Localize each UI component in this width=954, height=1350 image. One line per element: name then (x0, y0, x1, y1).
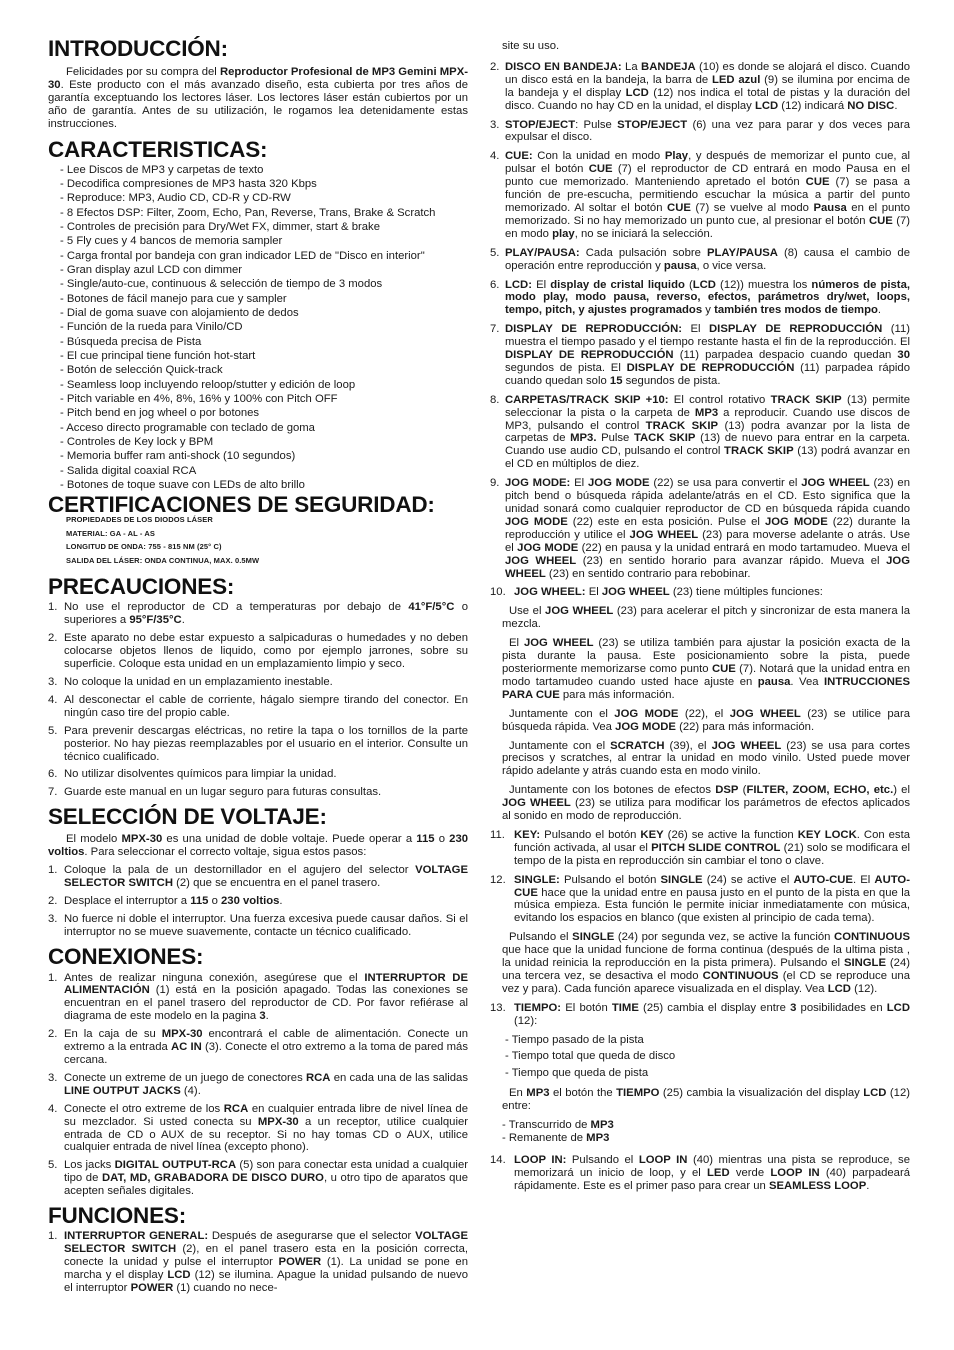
cert-line: SALIDA DEL LÁSER: ONDA CONTINUA, MAX. 0.5MW (66, 555, 260, 565)
list-item: 1. INTERRUPTOR GENERAL: Después de asegurarse que el selector VOLTAGE SELECTOR SWITCH (2), en el panel trasero esta en la posición correcta, conecte la unidad y pulse el interruptor POWER (1). La unidad se pone en marcha y el display LCD (12) se ilumina. Apague la unidad pulsando de nuevo el interruptor POWER (1) cuando no nece- (48, 1230, 468, 1294)
feature-item: - 8 Efectos DSP: Filter, Zoom, Echo, Pan, Reverse, Trans, Brake & Scratch (60, 206, 436, 219)
features-list (48, 163, 468, 493)
connections-heading: CONEXIONES: (48, 943, 204, 969)
list-item: 11. KEY: Pulsando el botón KEY (26) se active la function KEY LOCK. Con esta función activada, al usar el PITCH SLIDE CONTROL (21) solo se modificara el tempo de la pista en reproducción sin cambiar el tono o clave. (490, 828, 911, 867)
time-option: - Tiempo pasado de la pista (505, 1033, 644, 1046)
list-item: 4. Al desconectar el cable de corriente, hágalo siempre tirando del conector. En ningún caso tire del propio cable. (48, 693, 468, 719)
feature-item: - Botón de selección Quick-track (60, 364, 223, 377)
feature-item: - Acceso directo programable con teclado de goma (60, 421, 315, 434)
intro-text: Felicidades por su compra del Reproductor Profesional de MP3 Gemini MPX-30. Este producto con el más avanzado diseño, esta cubierta por tres años de garantía exceptuando los lectores láser. Los lectores láser están cubiertos por un año de garantía. Antes de su utilización, le rogamos lea detenidamente estas instrucciones. (48, 66, 468, 130)
feature-item: - Botones de toque suave con LEDs de alto brillo (60, 479, 305, 492)
list-item: 7. DISPLAY DE REPRODUCCIÓN: El DISPLAY DE REPRODUCCIÓN (11) muestra el tiempo pasado y el tiempo restante hasta el fin de la reproducción. El DISPLAY DE REPRODUCCIÓN (11) parpadea despacio cuando quedan 30 segundos de pista. El DISPLAY DE REPRODUCCIÓN (11) parpadea rápido cuando quedan solo 15 segundos de pista. (490, 323, 910, 387)
precautions-heading: PRECAUCIONES: (48, 574, 235, 600)
feature-item: - Single/auto-cue, continuous & selección de tiempo de 3 modos (60, 278, 383, 291)
feature-item: - Memoria buffer ram anti-shock (10 segundos) (60, 450, 296, 463)
mp3-option: - Transcurrido de MP3 (502, 1118, 614, 1131)
cert-line: PROPIEDADES DE LOS DIODOS LÁSER (66, 515, 213, 525)
left-column (48, 36, 468, 1300)
list-item: 1. Coloque la pala de un destornillador en el agujero del selector VOLTAGE SELECTOR SWITCH (2) que se encuentra en el panel trasero. (48, 864, 468, 889)
feature-item: - Lee Discos de MP3 y carpetas de texto (60, 163, 264, 176)
feature-item: - Seamless loop incluyendo reloop/stutter y edición de loop (60, 378, 356, 391)
list-item: 3. No fuerce ni doble el interruptor. Una fuerza excesiva puede causar daños. Si el interruptor no se mueve suavemente, contacte un técnico cualificado. (48, 912, 468, 938)
voltage-list (48, 864, 468, 939)
list-item: 12. SINGLE: Pulsando el botón SINGLE (24) se active el AUTO-CUE. El AUTO-CUE hace que la unidad entre en pausa justo en el punto de la pista en que la música empieza. Esta función le permite iniciar inmediatamente con música, evitando los espacios en blanco (que existen al principio de cada tema). (490, 873, 910, 925)
jog-wheel-sub: Use el JOG WHEEL (23) para acelerar el pitch y sincronizar de esta manera la mezcla. (502, 605, 910, 631)
list-item: 6. LCD: El display de cristal liquido (LCD (12)) muestra los números de pista, modo play, modo pausa, reverso, efectos, parámetros dry/wet, loops, tempo, pitch, y ajustes programados y también tres modos de tiempo. (490, 278, 910, 317)
list-item: 5. Para prevenir descargas eléctricas, no retire la tapa o los tornillos de la parte posterior. No hay piezas reemplazables por el usuario en el interior. Consulte un técnico cualificado. (48, 724, 468, 763)
list-item: 14. LOOP IN: Pulsando el LOOP IN (40) mientras una pista se reproduce, se memorizará un inicio de loop, y el LED verde LOOP IN (40) parpadeará rápidamente. Este es el primer paso para crear un SEAMLESS LOOP. (490, 1153, 910, 1192)
intro-heading: INTRODUCCIÓN: (48, 36, 228, 61)
feature-item: - Función de la rueda para Vinilo/CD (60, 321, 243, 334)
certs-heading: CERTIFICACIONES DE SEGURIDAD: (48, 492, 435, 518)
feature-item: - El cue principal tiene función hot-start (60, 350, 256, 362)
time-option: - Tiempo total que queda de disco (505, 1050, 676, 1063)
list-item: 9. JOG MODE: El JOG MODE (22) se usa para convertir el JOG WHEEL (23) en pitch bend o búsqueda rápida adelante/atrás en el CD. Esto significa que la unidad sonará como cualquier reproductor de CD en búsqueda rápida cuando JOG MODE (22) este en esta posición. Pulse el JOG MODE (22) durante la reproducción y utilice el JOG WHEEL (23) para moverse adelante o atrás. Use el JOG MODE (22) en pausa y la unidad entrará en modo tartamudeo. Mueva el JOG WHEEL (23) en sentido horario para avanzar rápido. Mueva el JOG WHEEL (23) en sentido contrario para rebobinar. (490, 477, 911, 580)
mp3-intro: En MP3 el botón the TIEMPO (25) cambia la visualización del display LCD (12) entre: (502, 1087, 910, 1113)
feature-item: - Búsqueda precisa de Pista (60, 335, 202, 348)
single-sub: Pulsando el SINGLE (24) por segunda vez, se active la función CONTINUOUS que hace que la unidad funcione de forma continua (después de la ultima pista , la unidad reinicia la reproducción en la pista primera). Pulsando el SINGLE (24) una tercera vez, se desactiva el modo CONTINUOUS (el CD se reproduce una vez y para). Cada función aparece visualizada en el display. Vea LCD (12). (502, 931, 910, 995)
feature-item: - 5 Fly cues y 4 bancos de memoria sampler (60, 235, 283, 248)
certs-block (48, 513, 468, 567)
feature-item: - Controles de Key lock y BPM (60, 436, 214, 449)
list-item: 1. No use el reproductor de CD a temperaturas por debajo de 41°F/5°C o superiores a 95°F/35°C. (48, 601, 469, 627)
list-item: 2. En la caja de su MPX-30 encontrará el cable de alimentación. Conecte un extremo a la entrada AC IN (3). Conecte el otro extremo a la toma de pared más cercana. (48, 1028, 468, 1066)
list-item: 1. Antes de realizar ninguna conexión, asegúrese que el INTERRUPTOR DE ALIMENTACIÓN (1) está en la posición apagado. Todas las conexiones se encuentran en el panel trasero del reproductor de CD. Por favor refiérase al diagrama de este modelo en la pagina 3. (48, 971, 468, 1023)
feature-item: - Pitch variable en 4%, 8%, 16% y 100% con Pitch OFF (60, 393, 338, 406)
functions-heading: FUNCIONES: (48, 1203, 186, 1229)
continued-text: site su uso. (502, 40, 560, 52)
list-item: 3. STOP/EJECT: Pulse STOP/EJECT (6) una vez para parar y dos veces para expulsar el disco. (490, 118, 910, 144)
jog-wheel-sub: Juntamente con el SCRATCH (39), el JOG WHEEL (23) se usa para cortes precisos y scratches, al entrar la unidad en modo vinilo. Usted puede mover rápido adelante y atrás cuando esta en modo vinilo. (502, 739, 910, 778)
features-heading: CARACTERISTICAS: (48, 136, 268, 162)
list-item: 4. CUE: Con la unidad en modo Play, y después de memorizar el punto cue, al pulsar el botón CUE (7) el reproductor de CD entrará en modo Pausa en el punto cue memorizado. Manteniendo apretado el botón CUE (7) se pasa a función de pre-escucha, permitiendo escuchar la música a partir del punto memorizado. Al soltar el botón CUE (7) se vuelve al modo Pausa en el punto memorizado. Si no hay memorizado un punto cue, al presionar el botón CUE (7) en modo play, no se iniciará la selección. (490, 150, 910, 240)
list-item: 5. Los jacks DIGITAL OUTPUT-RCA (5) son para conectar esta unidad a cualquier tipo de DAT, MD, GRABADORA DE DISCO DURO, u otro tipo de aparatos que acepten señales digitales. (48, 1159, 468, 1198)
list-item: 3. No coloque la unidad en un emplazamiento inestable. (48, 675, 333, 688)
feature-item: - Decodifica compresiones de MP3 hasta 320 Kbps (60, 177, 317, 190)
feature-item: - Controles de precisión para Dry/Wet FX, dimmer, start & brake (60, 220, 380, 233)
voltage-heading: SELECCIÓN DE VOLTAJE: (48, 804, 327, 830)
list-item: 4. Conecte el otro extreme de los RCA en cualquier entrada libre de nivel línea de su mezclador. Si usted conecta su MPX-30 a un receptor, utilice cualquier entrada de CD o AUX de su receptor. Si no hay tomas CD o AUX, utilice cualquier entrada de nivel línea (excepto phono). (48, 1102, 468, 1154)
time-option: - Tiempo que queda de pista (505, 1066, 649, 1079)
list-item: 8. CARPETAS/TRACK SKIP +10: El control rotativo TRACK SKIP (13) permite seleccionar la pista o la carpeta de MP3 a reproducir. Cuando use discos de MP3, pulsando el control TRACK SKIP (13) podra avanzar por la lista de carpetas de MP3. Pulse TACK SKIP (13) de nuevo para entrar en la carpeta. Cuando use audio CD, pulsando el control TRACK SKIP (13) podrá avanzar en el CD en múltiplos de diez. (490, 393, 911, 471)
list-item: 10. JOG WHEEL: El JOG WHEEL (23) tiene múltiples funciones: (490, 586, 823, 599)
list-item: 2. Desplace el interruptor a 115 o 230 voltios. (48, 894, 283, 907)
feature-item: - Carga frontal por bandeja con gran indicador LED de "Disco en interior" (60, 249, 425, 262)
cert-line: MATERIAL: GA - AL - AS (66, 528, 155, 538)
list-item: 3. Conecte un extreme de un juego de conectores RCA en cada una de las salidas LINE OUTPUT JACKS (4). (48, 1071, 468, 1097)
functions-list-left (48, 1230, 468, 1295)
jog-wheel-sub: El JOG WHEEL (23) se utiliza también para ajustar la posición exacta de la pista durante la pausa. Este posicionamiento sobre la pista, puede posteriormente memorizarse como punto CUE (7). Notará que la unidad entra en modo tartamudeo cuando usted hace ajuste en pausa. Vea INTRUCCIONES PARA CUE para más información. (502, 637, 910, 701)
list-item: 2. DISCO EN BANDEJA: La BANDEJA (10) es donde se alojará el disco. Cuando un disco está en la bandeja, la barra de LED azul (9) se ilumina por encima de la bandeja y el display LCD (12) nos indica el total de pistas y la duración del disco. Cuando no hay CD en la unidad, el display LCD (12) indicará NO DISC. (490, 60, 911, 112)
cert-line: LONGITUD DE ONDA: 755 - 815 NM (25° C) (66, 542, 222, 552)
connections-list (48, 972, 468, 1199)
list-item: 7. Guarde este manual en un lugar seguro para futuras consultas. (48, 786, 382, 799)
feature-item: - Pitch bend en jog wheel o por botones (60, 407, 260, 420)
list-item: 5. PLAY/PAUSA: Cada pulsación sobre PLAY/PAUSA (8) causa el cambio de operación entre reproducción y pausa, o vice versa. (490, 246, 910, 272)
feature-item: - Salida digital coaxial RCA (60, 464, 197, 477)
feature-item: - Dial de goma suave con alojamiento de dedos (60, 306, 299, 319)
voltage-intro: El modelo MPX-30 es una unidad de doble voltaje. Puede operar a 115 o 230 voltios. Para seleccionar el correcto voltaje, sigua estos pasos: (48, 833, 469, 859)
mp3-option: - Remanente de MP3 (502, 1132, 610, 1145)
list-item: 6. No utilizar disolventes químicos para limpiar la unidad. (48, 768, 337, 781)
right-column (490, 40, 910, 1199)
feature-item: - Reproduce: MP3, Audio CD, CD-R y CD-RW (60, 192, 291, 205)
jog-wheel-sub: Juntamente con los botones de efectos DSP (FILTER, ZOOM, ECHO, etc.) el JOG WHEEL (23) se utiliza para modificar los parámetros de efectos aplicados al sonido en modo de reproducción. (502, 784, 910, 823)
feature-item: - Botones de fácil manejo para cue y sampler (60, 292, 287, 305)
precautions-list (48, 601, 468, 799)
list-item: 2. Este aparato no debe estar expuesto a salpicaduras o humedades y no deben colocarse objetos llenos de liquido, como por ejemplo jarrones, sobre su superficie. Coloque esta unidad en un emplazamiento limpio y seco. (48, 632, 468, 671)
jog-wheel-sub: Juntamente con el JOG MODE (22), el JOG WHEEL (23) se utilice para búsqueda rápida. Vea JOG MODE (22) para más información. (502, 707, 911, 733)
list-item: 13. TIEMPO: El botón TIME (25) cambia el display entre 3 posibilidades en LCD (12): (490, 1001, 910, 1027)
feature-item: - Gran display azul LCD con dimmer (60, 263, 243, 276)
